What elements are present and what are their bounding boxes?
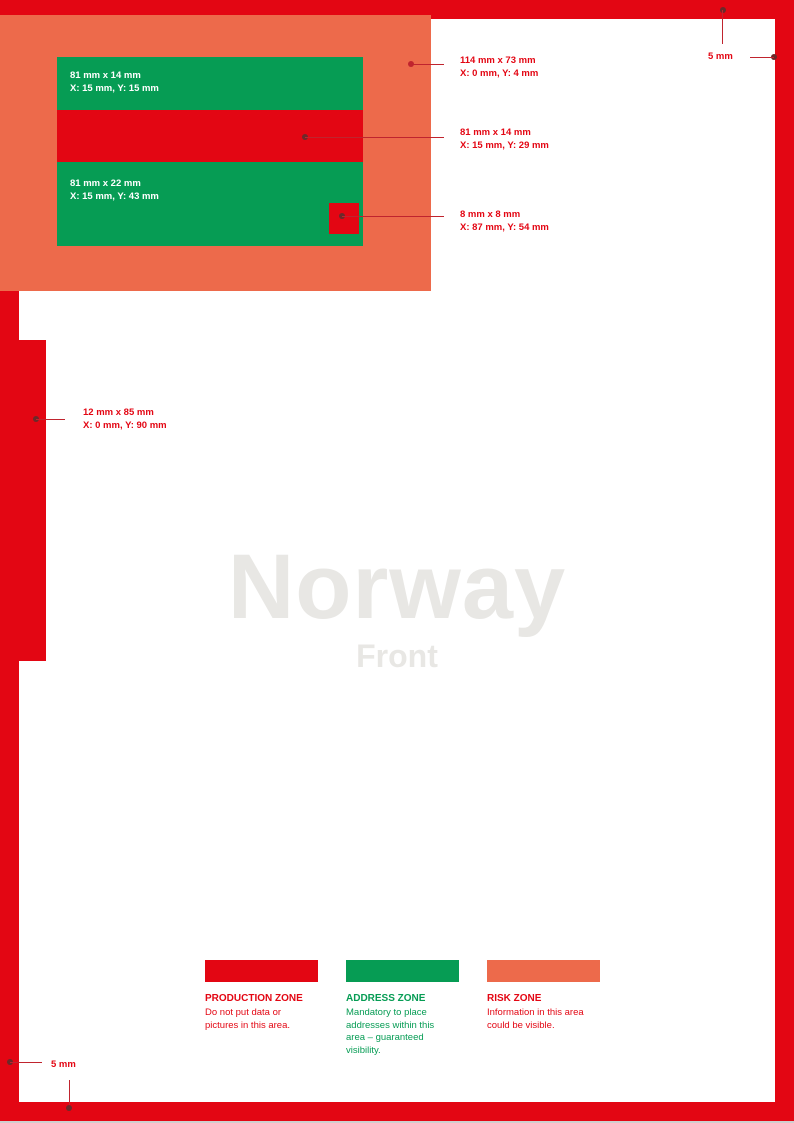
watermark-title: Norway — [227, 536, 567, 638]
legend-desc-line: addresses within this — [346, 1019, 435, 1031]
callout-strip — [460, 126, 549, 152]
callout-risk — [460, 54, 538, 80]
address-bottom-size-label: 81 mm x 22 mm — [70, 178, 141, 189]
callout-square-size: 8 mm x 8 mm — [460, 209, 521, 220]
legend-title-risk: RISK ZONE — [487, 993, 542, 1004]
address-top-size-label: 81 mm x 14 mm — [70, 70, 141, 81]
legend-swatch-risk — [487, 960, 600, 982]
legend-desc-line: could be visible. — [487, 1019, 555, 1031]
callout-risk-position: X: 0 mm, Y: 4 mm — [460, 68, 539, 79]
watermark-subtitle: Front — [356, 638, 438, 674]
callout-strip-size: 81 mm x 14 mm — [460, 127, 531, 138]
legend-title-production: PRODUCTION ZONE — [205, 993, 303, 1004]
callout-square — [460, 208, 549, 234]
margin-line-top — [722, 10, 723, 44]
margin-line-left — [10, 1062, 42, 1063]
address-bottom-position-label: X: 15 mm, Y: 43 mm — [70, 191, 159, 202]
margin-line-right — [750, 57, 774, 58]
address-zone-bottom — [57, 162, 363, 246]
legend-desc-risk — [487, 1007, 605, 1032]
legend-desc-production — [205, 1007, 323, 1032]
legend-swatch-production — [205, 960, 318, 982]
margin-dot-bottom — [66, 1105, 72, 1111]
production-zone-strip — [57, 110, 363, 162]
callout-square-position: X: 87 mm, Y: 54 mm — [460, 222, 549, 233]
legend-desc-line: visibility. — [346, 1044, 381, 1056]
legend-desc-line: Do not put data or — [205, 1007, 282, 1018]
legend-swatch-address — [346, 960, 459, 982]
margin-label-bottom-left: 5 mm — [51, 1059, 76, 1070]
production-zone-square — [329, 203, 359, 234]
callout-strip-position: X: 15 mm, Y: 29 mm — [460, 140, 549, 151]
callout-line-square — [342, 216, 444, 217]
margin-label-top-right: 5 mm — [708, 51, 733, 62]
address-top-position-label: X: 15 mm, Y: 15 mm — [70, 83, 159, 94]
legend-desc-line: area – guaranteed — [346, 1032, 424, 1043]
margin-dot-top — [720, 7, 726, 13]
callout-side-size: 12 mm x 85 mm — [83, 407, 154, 418]
callout-line-strip — [305, 137, 444, 138]
address-zone-top — [57, 57, 363, 110]
legend-desc-line: pictures in this area. — [205, 1019, 291, 1031]
callout-side — [83, 406, 167, 432]
callout-risk-size: 114 mm x 73 mm — [460, 55, 536, 66]
legend-title-address: ADDRESS ZONE — [346, 993, 426, 1004]
production-border-bottom — [0, 1102, 794, 1121]
legend-desc-line: Mandatory to place — [346, 1007, 427, 1018]
margin-line-bottom — [69, 1080, 70, 1106]
legend-desc-line: Information in this area — [487, 1007, 584, 1018]
callout-line-side — [36, 419, 65, 420]
callout-line-risk — [411, 64, 444, 65]
legend-desc-address — [346, 1007, 464, 1057]
callout-side-position: X: 0 mm, Y: 90 mm — [83, 420, 167, 431]
